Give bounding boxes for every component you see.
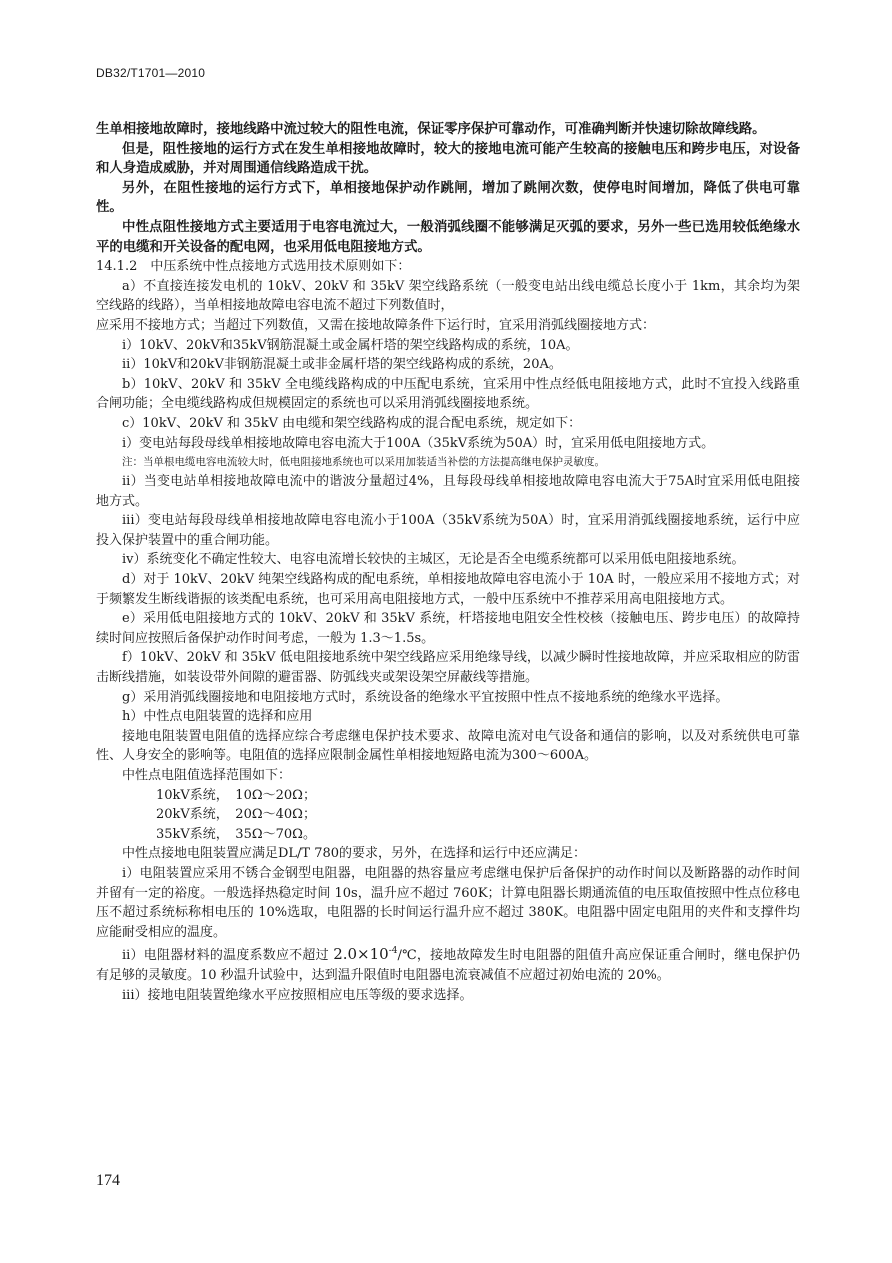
resistance-range-title: 中性点电阻值选择范围如下： (122, 768, 292, 783)
clause-a-ii: ii）10kV和20kV非钢筋混凝土或非金属杆塔的架空线路构成的系统，20A。 (122, 357, 562, 373)
clause-c-note: 注：当单根电缆电容电流较大时，低电阻接地系统也可以采用加装适当补偿的方法提高继电保护灵敏度。 (122, 456, 605, 469)
resistance-range-20kv: 20kV系统， 20Ω～40Ω； (156, 807, 316, 823)
clause-c: c）10kV、20kV 和 35kV 由电缆和架空线路构成的混合配电系统，规定如下： (122, 415, 582, 431)
bold-paragraph-3: 另外，在阻性接地的运行方式下，单相接地保护动作跳闸，增加了跳闸次数，使停电时间增加，降低了供电可靠性。 (96, 180, 800, 216)
clause-d: d）对于 10kV、20kV 纯架空线路构成的配电系统，单相接地故障电容电流小于 10A 时，一般应采用不接地方式；对于频繁发生断线谐振的该类配电系统，也可采用高电阻接地方式，一般中压系统中不推荐采用高电阻接地方式。 (96, 572, 800, 607)
clause-h-ii-lead: ii）电阻器材料的温度系数应不超过 (122, 948, 329, 964)
clause-a: a）不直接连接发电机的 10kV、20kV 和 35kV 架空线路系统（一般变电站出线电缆总长度小于 1km，其余均为架空线路的线路），当单相接地故障电容电流不超过下列数值时， (96, 278, 800, 314)
coefficient-base: 2.0×10 (333, 945, 389, 964)
bold-paragraph-1: 生单相接地故障时，接地线路中流过较大的阻性电流，保证零序保护可靠动作，可准确判断并快速切除故障线路。 (96, 122, 766, 137)
clause-h-i: i）电阻装置应采用不锈合金钢型电阻器，电阻器的热容量应考虑继电保护后备保护的动作时间以及断路器的动作时间并留有一定的裕度。一般选择热稳定时间 10s，温升应不超过 760K；计算电阻器长期通流值的电压取值按照中性点位移电压不超过系统标称相电压的 10%选取，电阻器的长时间运行温升应不超过 380K。电阻器中固定电阻用的夹件和支撑件均应能耐受相应的温度。 (96, 865, 800, 940)
clause-h-ii-tail: /℃，接地故障发生时电阻器的阻值升高应保证重合闸时，继电保护仍有足够的灵敏度。10 秒温升试验中，达到温升限值时电阻器电流衰减值不应超过初始电流的 20%。 (96, 948, 800, 983)
clause-h-paragraph-2: 中性点接地电阻装置应满足DL/T 780的要求，另外，在选择和运行中还应满足： (122, 846, 587, 862)
clause-e: e）采用低电阻接地方式的 10kV、20kV 和 35kV 系统，杆塔接地电阻安全性校核（接触电压、跨步电压）的故障持续时间应按照后备保护动作时间考虑，一般为 1.3～1.5s。 (96, 611, 800, 646)
section-heading: 14.1.2 中压系统中性点接地方式选用技术原则如下： (96, 259, 411, 275)
clause-b: b）10kV、20kV 和 35kV 全电缆线路构成的中压配电系统，宜采用中性点经低电阻接地方式，此时不宜投入线路重合闸功能；全电缆线路构成但规模固定的系统也可以采用消弧线圈接地系统。 (96, 376, 800, 412)
resistance-range-10kv: 10kV系统， 10Ω～20Ω； (156, 787, 316, 803)
clause-c-iv: iv）系统变化不确定性较大、电容电流增长较快的主城区，无论是否全电缆系统都可以采用低电阻接地系统。 (122, 552, 745, 568)
page-body (96, 120, 800, 1005)
clause-h: h）中性点电阻装置的选择和应用 (122, 709, 313, 725)
resistance-range-35kv: 35kV系统， 35Ω～70Ω。 (156, 826, 316, 842)
document-code-header: DB32/T1701—2010 (96, 66, 206, 80)
clause-a-i: i）10kV、20kV和35kV钢筋混凝土或金属杆塔的架空线路构成的系统，10A。 (122, 337, 579, 353)
clause-h-iii: iii）接地电阻装置绝缘水平应按照相应电压等级的要求选择。 (122, 987, 473, 1003)
clause-h-ii (96, 942, 800, 985)
clause-c-iii: iii）变电站每段母线单相接地故障电容电流小于100A（35kV系统为50A）时，宜采用消弧线圈接地系统，运行中应投入保护装置中的重合闸功能。 (96, 513, 800, 548)
bold-paragraph-2: 但是，阻性接地的运行方式在发生单相接地故障时，较大的接地电流可能产生较高的接触电压和跨步电压，对设备和人身造成威胁，并对周围通信线路造成干扰。 (96, 141, 800, 177)
clause-a-continued: 应采用不接地方式；当超过下列数值，又需在接地故障条件下运行时，宜采用消弧线圈接地方式： (96, 317, 656, 333)
clause-f: f）10kV、20kV 和 35kV 低电阻接地系统中架空线路应采用绝缘导线，以减少瞬时性接地故障，并应采取相应的防雷击断线措施，如装设带外间隙的避雷器、防弧线夹或架设架空屏蔽线等措施。 (96, 650, 800, 686)
clause-g: g）采用消弧线圈接地和电阻接地方式时，系统设备的绝缘水平宜按照中性点不接地系统的绝缘水平选择。 (122, 689, 729, 705)
coefficient-exponent: -4 (388, 946, 398, 957)
clause-c-ii: ii）当变电站单相接地故障电流中的谐波分量超过4%，且每段母线单相接地故障电容电流大于75A时宜采用低电阻接地方式。 (96, 474, 800, 509)
clause-c-i: i）变电站每段母线单相接地故障电容电流大于100A（35kV系统为50A）时，宜采用低电阻接地方式。 (122, 435, 715, 451)
page-number: 174 (96, 1172, 120, 1189)
clause-h-paragraph-1: 接地电阻装置电阻值的选择应综合考虑继电保护技术要求、故障电流对电气设备和通信的影响，以及对系统供电可靠性、人身安全的影响等。电阻值的选择应限制金属性单相接地短路电流为300～600A。 (96, 728, 800, 764)
temperature-coefficient-value (333, 945, 397, 963)
bold-paragraph-4: 中性点阻性接地方式主要适用于电容电流过大，一般消弧线圈不能够满足灭弧的要求，另外一些已选用较低绝缘水平的电缆和开关设备的配电网，也采用低电阻接地方式。 (96, 219, 800, 255)
